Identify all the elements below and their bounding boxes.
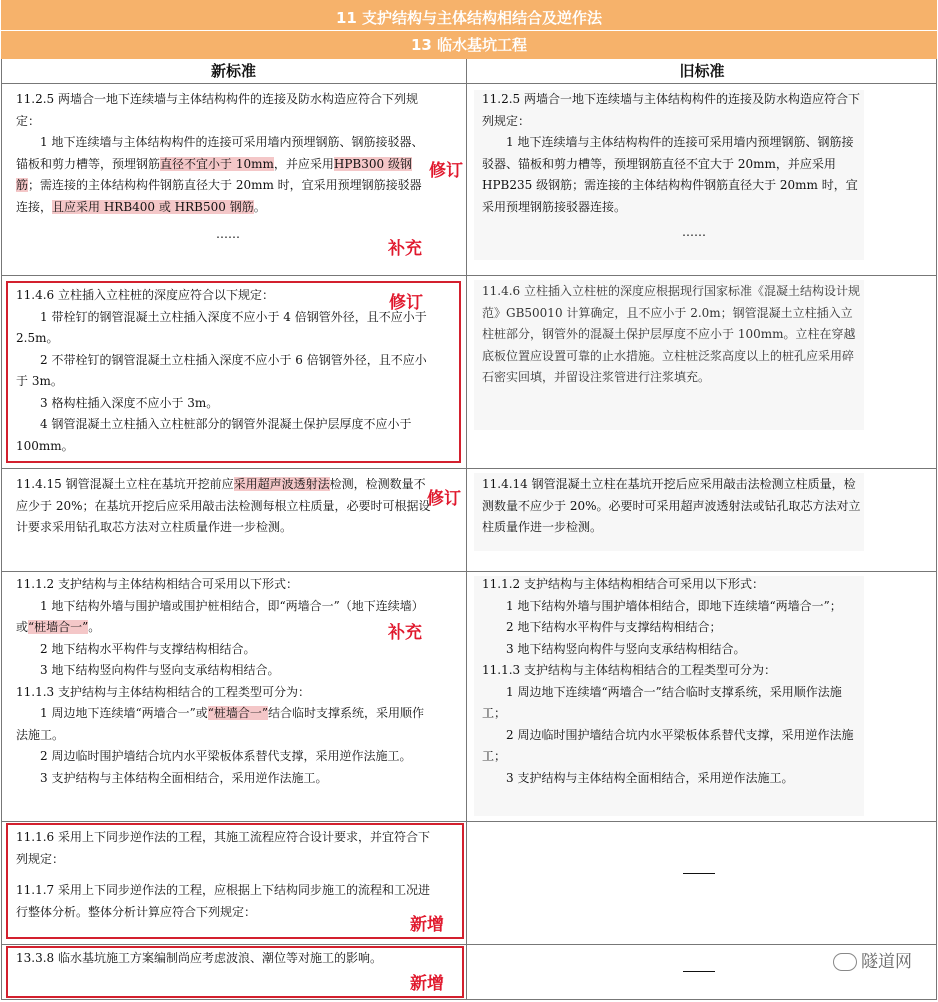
clause-item: 2 地下结构水平构件与支撑结构相结合；: [506, 620, 722, 634]
highlight-revision: 采用超声波透射法: [233, 477, 330, 491]
watermark-text: 隧道网: [861, 952, 912, 972]
clause-11-1-3: 11.1.3 支护结构与主体结构相结合的工程类型可分为：: [482, 663, 776, 677]
clause-item: 2 不带栓钉的钢管混凝土立柱插入深度不应小于 6 倍钢管外径，且不应小于 3m。: [16, 352, 427, 388]
empty-marker: [683, 873, 715, 874]
highlight-supplement: “桩墙合一”: [28, 620, 89, 634]
row1-old: [482, 89, 862, 244]
row4-old: [482, 574, 862, 789]
row-divider: [1, 571, 937, 572]
note-supplement: 补充: [388, 239, 422, 259]
title-banner: [1, 0, 937, 60]
clause-item: 3 支护结构与主体结构全面相结合，采用逆作法施工。: [506, 770, 794, 785]
clause-item: 1 带栓钉的钢管混凝土立柱插入深度不应小于 4 倍钢管外径，且不应小于 2.5m。: [16, 309, 427, 345]
row1-new: [16, 89, 426, 246]
banner-line-2: 13 临水基坑工程: [410, 36, 528, 54]
note-added: 新增: [410, 974, 444, 994]
text-run: 。: [88, 620, 101, 634]
row-divider: [1, 944, 937, 945]
ellipsis: ……: [216, 227, 240, 241]
row-divider: [1, 83, 937, 84]
row2-new: [16, 285, 436, 457]
highlight-revision: 直径不宜小于 10mm: [160, 156, 274, 171]
text-run: ；需连接的主体结构构件钢筋直径大于 20mm 时，宜采用预埋钢筋接驳器连接，: [16, 178, 422, 214]
clause-item: [16, 596, 436, 639]
clause-13-3-8: 13.3.8 临水基坑施工方案编制尚应考虑波浪、潮位等对施工的影响。: [16, 951, 382, 965]
clause-11-4-15: [16, 474, 436, 539]
text-run: 。: [253, 199, 266, 214]
clause-11-1-2: 11.1.2 支护结构与主体结构相结合可采用以下形式：: [16, 577, 298, 591]
clause-11-4-14: 11.4.14 钢管混凝土立柱在基坑开挖后应采用敲击法检测立柱质量，检测数量不应少于 20%。必要时可采用超声波透射法或钻孔取芯方法对立柱质量作进一步检测。: [482, 477, 861, 534]
banner-divider: [1, 30, 937, 31]
clause-item: 4 钢管混凝土立柱插入立柱桩部分的钢管外混凝土保护层厚度不应小于 100mm。: [16, 417, 412, 453]
clause-11-2-5: 11.2.5 两墙合一地下连续墙与主体结构构件的连接及防水构造应符合下列规定：: [16, 92, 418, 128]
clause-item: 1 地下连续墙与主体结构构件的连接可采用墙内预埋钢筋、钢筋接驳器、锚板和剪力槽等，预埋钢筋直径不宜大于 20mm，并应采用 HPB235 级钢筋；需连接的主体结构构件钢筋直径大于 20mm 时，宜采用预埋钢筋接驳器连接。: [482, 135, 858, 214]
grid-right: [936, 59, 937, 1000]
text-run: 11.4.15 钢管混凝土立柱在基坑开挖前应: [16, 477, 234, 491]
text-run: 1 地下结构外墙与围护墙或围护桩相结合，即“两墙合一”（地下连续墙）或: [16, 598, 424, 634]
ellipsis: ……: [682, 225, 706, 239]
row3-old: [482, 474, 862, 539]
clause-item: 3 地下结构竖向构件与竖向支承结构相结合。: [506, 641, 746, 656]
clause-11-1-7: 11.1.7 采用上下同步逆作法的工程，应根据上下结构同步施工的流程和工况进行整体分析。整体分析计算应符合下列规定：: [16, 883, 430, 919]
clause-11-1-2: 11.1.2 支护结构与主体结构相结合可采用以下形式：: [482, 577, 764, 591]
row-divider: [1, 999, 937, 1000]
row3-new: [16, 474, 436, 539]
clause-11-1-3: 11.1.3 支护结构与主体结构相结合的工程类型可分为：: [16, 684, 310, 699]
highlight-supplement: 且应采用 HRB400 或 HRB500 钢筋: [52, 199, 254, 214]
watermark: [833, 947, 912, 972]
empty-marker: [683, 971, 715, 972]
row2-old: [482, 281, 862, 389]
note-revise: 修订: [429, 161, 463, 181]
row5-new: [16, 827, 436, 923]
text-run: 检测，检测数量不应少于 20%；在基坑开挖后应采用敲击法检测每根立柱质量，必要时可根据设计要求采用钻孔取芯方法对立柱质量作进一步检测。: [16, 477, 431, 534]
clause-11-2-5: 11.2.5 两墙合一地下连续墙与主体结构构件的连接及防水构造应符合下列规定：: [482, 92, 860, 128]
clause-item: [16, 132, 426, 218]
clause-11-4-6: 11.4.6 立柱插入立柱桩的深度应根据现行国家标准《混凝土结构设计规范》GB50010 计算确定，且不应小于 2.0m；钢管混凝土立柱插入立柱桩部分，钢管外的混凝土保护层厚度不应小于 100mm。立柱在穿越底板位置应设置可靠的止水措施。立柱桩泛浆高度以上的桩孔应采用碎石密实回填，并留设注浆管进行注浆填充。: [482, 284, 860, 384]
text-run: 1 周边地下连续墙“两墙合一”或: [40, 706, 208, 720]
banner-line-1: 11 支护结构与主体结构相结合及逆作法: [335, 9, 603, 27]
header-new: 新标准: [1, 59, 466, 84]
grid-left: [1, 59, 2, 1000]
note-supplement: 补充: [388, 623, 422, 643]
text-run: ，并应采用: [273, 156, 334, 171]
clause-item: 1 周边地下连续墙“两墙合一”结合临时支撑系统，采用顺作法施工；: [482, 684, 842, 720]
clause-item: 2 周边临时围护墙结合坑内水平梁板体系替代支撑，采用逆作法施工；: [482, 727, 854, 763]
grid-middle: [466, 59, 467, 1000]
row-divider: [1, 468, 937, 469]
highlight-supplement: “桩墙合一”: [207, 706, 269, 720]
highlight-revision: HPB300 级钢筋: [16, 156, 412, 192]
note-revise: 修订: [427, 489, 461, 509]
row-divider: [1, 275, 937, 276]
row-divider: [1, 821, 937, 822]
clause-item: 2 周边临时围护墙结合坑内水平梁板体系替代支撑，采用逆作法施工。: [40, 749, 412, 763]
clause-item: 1 地下结构外墙与围护墙体相结合，即地下连续墙“两墙合一”；: [506, 598, 842, 613]
text-run: 结合临时支撑系统，采用顺作法施工。: [16, 706, 425, 742]
clause-item: [16, 703, 436, 746]
note-added: 新增: [410, 915, 444, 935]
note-revise: 修订: [389, 293, 423, 313]
clause-item: 3 格构柱插入深度不应小于 3m。: [40, 395, 219, 410]
text-run: 1 地下连续墙与主体结构构件的连接可采用墙内预埋钢筋、钢筋接驳器、锚板和剪力槽等，预埋钢筋: [16, 135, 424, 171]
wechat-icon: [833, 953, 857, 971]
row6-new: [16, 948, 426, 970]
clause-11-4-6: 11.4.6 立柱插入立柱桩的深度应符合以下规定：: [16, 288, 274, 302]
header-old: 旧标准: [467, 59, 937, 84]
clause-item: 3 地下结构竖向构件与竖向支承结构相结合。: [40, 663, 280, 677]
clause-11-1-6: 11.1.6 采用上下同步逆作法的工程，其施工流程应符合设计要求，并宜符合下列规定：: [16, 830, 430, 866]
clause-item: 3 支护结构与主体结构全面相结合，采用逆作法施工。: [40, 770, 328, 785]
row4-new: [16, 574, 436, 789]
clause-item: 2 地下结构水平构件与支撑结构相结合。: [40, 641, 256, 656]
